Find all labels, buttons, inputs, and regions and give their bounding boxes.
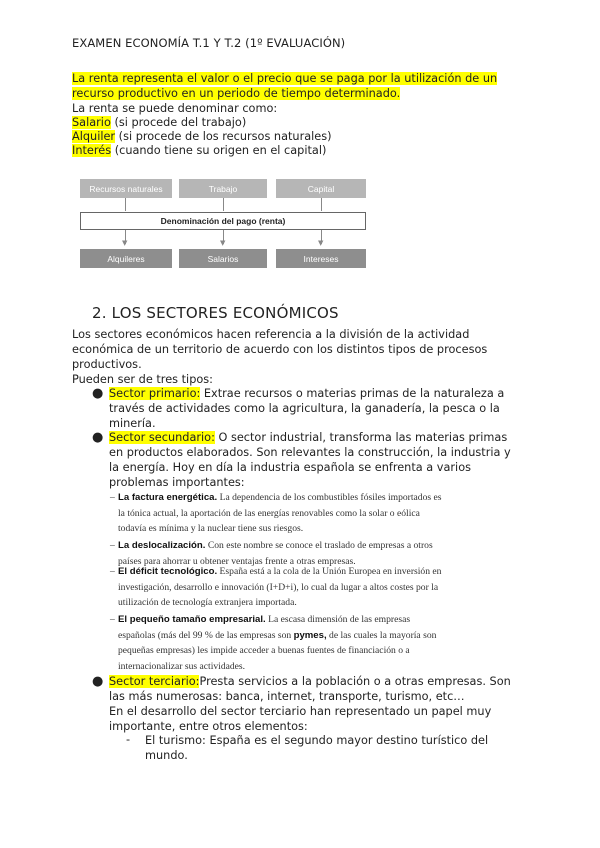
problem-desc: Con este nombre se conoce el traslado de empresas a otros países para ahorrar u obtener ventajas frente a otras empresas. [118,540,433,567]
term-sector-primario: Sector primario: [109,387,201,400]
bullet-icon: ● [92,386,104,401]
diagram-connector [223,198,224,211]
diagram-box-trabajo: Trabajo [179,179,267,198]
renta-diagram [80,179,366,271]
diagram-box-recursos-naturales: Recursos naturales [80,179,172,198]
problem-item-factura-energetica [110,490,448,537]
dash-icon: - [126,733,131,746]
sectores-intro: Los sectores económicos hacen referencia a la división de la actividad económica de un territorio de acuerdo con los distintos tipos de procesos productivos. [72,328,488,371]
term-sector-secundario: Sector secundario: [109,431,215,444]
problem-item-deficit-tecnologico [110,564,448,611]
diagram-connector [125,198,126,211]
desc-salario: (si procede del trabajo) [110,116,247,129]
bullet-icon: ● [92,674,104,689]
desc-interes: (cuando tiene su origen en el capital) [111,144,327,157]
term-alquiler: Alquiler [72,130,116,143]
renta-definition-text: La renta representa el valor o el precio que se paga por la utilización de un recurso productivo en un periodo de tiempo determinado. [72,72,498,100]
desc-sector-terciario: Presta servicios a la población o a otras empresas. Son las más numerosas: banca, internet, transporte, turismo, etc… [109,675,511,703]
sector-secundario [109,430,519,490]
sector-terciario [109,674,519,704]
term-salario: Salario [72,116,111,129]
denomination-item-salario [72,115,532,130]
dash-icon: – [110,492,115,503]
diagram-box-intereses: Intereses [276,249,366,268]
problem-title: La deslocalización. [118,540,206,551]
arrow-down-icon: ▼ [122,239,128,247]
diagram-box-capital: Capital [276,179,366,198]
diagram-box-salarios: Salarios [179,249,267,268]
problem-title: El pequeño tamaño empresarial. [118,614,266,625]
renta-denominations-intro: La renta se puede denominar como: [72,102,278,115]
sectores-types-intro: Pueden ser de tres tipos: [72,373,213,386]
dash-icon: – [110,614,115,625]
document-header: EXAMEN ECONOMÍA T.1 Y T.2 (1º EVALUACIÓN) [72,36,346,50]
dash-icon: – [110,566,115,577]
sector-primario [109,386,519,431]
sector-terciario-more: En el desarrollo del sector terciario han representado un papel muy importante, entre otros elementos: [109,705,492,733]
denomination-item-interes [72,143,532,158]
problem-desc: de las cuales la mayoría son pequeñas empresas) les impide acceder a buenas fuentes de financiación o a internacionalizar sus actividades. [118,629,437,672]
diagram-box-alquileres: Alquileres [80,249,172,268]
diagram-connector [321,198,322,211]
problem-title: El déficit tecnológico. [118,566,218,577]
arrow-down-icon: ▼ [220,239,226,247]
dash-icon: – [110,540,115,551]
sub-item-turismo: El turismo: España es el segundo mayor destino turístico del mundo. [145,734,489,762]
problem-title: La factura energética. [118,492,218,503]
arrow-down-icon: ▼ [318,239,324,247]
desc-sector-secundario: O sector industrial, transforma las materias primas en productos elaborados. Son relevantes la construcción, la industria y la energía. Hoy en día la industria española se enfrenta a varios problemas importantes: [109,431,511,489]
desc-alquiler: (si procede de los recursos naturales) [115,130,332,143]
problem-desc: España está a la cola de la Unión Europea en inversión en investigación, desarrollo e innovación (I+D+i), lo cual da lugar a altos costes por la utilización de tecnología extranjera importada. [118,566,442,609]
desc-sector-primario: Extrae recursos o materias primas de la naturaleza a través de actividades como la agricultura, la ganadería, la pesca o la minería. [109,387,505,430]
section-heading-sectores: 2. LOS SECTORES ECONÓMICOS [92,304,339,322]
denomination-item-alquiler [72,129,532,144]
bullet-icon: ● [92,430,104,445]
problem-desc: La dependencia de los combustibles fósiles importados es la tónica actual, la aportación de las energías renovables como la solar o eólica todavía es mínima y la nuclear tiene sus riesgos. [118,492,442,535]
term-interes: Interés [72,144,112,157]
problem-desc: La escasa dimensión de las empresas españolas (más del 99 % de las empresas son [118,614,411,641]
term-sector-terciario: Sector terciario: [109,675,200,688]
problem-item-pequeno-tamano [110,612,448,674]
problem-bold-term: pymes, [293,629,327,641]
renta-definition [72,71,532,101]
diagram-denominacion: Denominación del pago (renta) [80,212,366,230]
